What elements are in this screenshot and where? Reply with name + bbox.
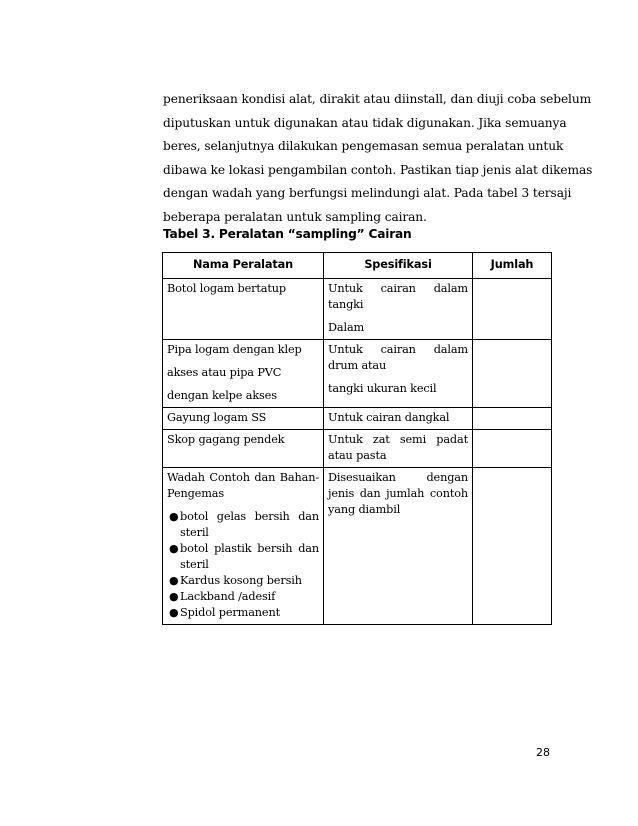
specification-cell: [324, 468, 473, 625]
table-row: [163, 279, 552, 340]
equipment-name: akses atau pipa PVC: [167, 366, 282, 379]
paragraph-line: dibawa ke lokasi pengambilan contoh. Pastikan tiap jenis alat dikemas: [163, 162, 593, 177]
paragraph-line: beres, selanjutnya dilakukan pengemasan semua peralatan untuk: [163, 139, 564, 153]
paragraph-line: dengan wadah yang berfungsi melindungi alat. Pada tabel 3 tersaji: [163, 186, 572, 200]
bullet-icon: ●: [169, 590, 179, 603]
table-row: [163, 430, 552, 468]
equipment-name: Pipa logam dengan klep: [167, 343, 302, 356]
specification-text: Dalam: [328, 321, 365, 334]
list-item: ● Spidol permanent: [169, 606, 280, 619]
equipment-name: Botol logam bertatup: [167, 282, 286, 295]
equipment-name: Skop gagang pendek: [167, 433, 285, 446]
specification-text: tangki ukuran kecil: [328, 382, 437, 395]
table-header-row: [163, 253, 552, 279]
body-paragraph: [163, 88, 593, 229]
specification-text: Untuk cairan dangkal: [328, 411, 450, 424]
page-number: 28: [536, 746, 550, 759]
specification-cell: [324, 279, 473, 340]
quantity-cell: [473, 408, 552, 430]
list-item: ● Kardus kosong bersih: [169, 574, 302, 587]
packaging-list: [167, 509, 319, 621]
column-header-name: Nama Peralatan: [163, 253, 324, 279]
table-row: [163, 468, 552, 625]
specification-text: Disesuaikan dengan jenis dan jumlah contoh yang diambil: [328, 471, 468, 516]
quantity-cell: [473, 430, 552, 468]
equipment-name: Gayung logam SS: [167, 411, 267, 424]
table-caption: Tabel 3. Peralatan “sampling” Cairan: [163, 227, 412, 241]
equipment-name-cell: [163, 430, 324, 468]
table-row: [163, 408, 552, 430]
equipment-name-cell: [163, 468, 324, 625]
specification-cell: [324, 340, 473, 408]
equipment-name-cell: [163, 408, 324, 430]
specification-text: Untuk cairan dalam drum atau: [328, 343, 468, 372]
paragraph-line: peneriksaan kondisi alat, dirakit atau diinstall, dan diuji coba sebelum: [163, 92, 592, 106]
column-header-qty: Jumlah: [473, 253, 552, 279]
bullet-icon: ●: [169, 574, 179, 587]
equipment-name-cell: [163, 279, 324, 340]
equipment-name-cell: [163, 340, 324, 408]
specification-cell: [324, 430, 473, 468]
specification-text: Untuk zat semi padat atau pasta: [328, 433, 468, 462]
equipment-name: Wadah Contoh dan Bahan-Pengemas: [167, 471, 319, 500]
specification-text: Untuk cairan dalam tangki: [328, 282, 468, 311]
bullet-icon: ●: [169, 542, 179, 555]
list-item: ● Lackband /adesif: [169, 590, 276, 603]
column-header-spec: Spesifikasi: [324, 253, 473, 279]
list-item: ● botol plastik bersih dan steril: [169, 542, 319, 571]
table-row: [163, 340, 552, 408]
quantity-cell: [473, 279, 552, 340]
equipment-table: [162, 252, 552, 625]
list-item: ● botol gelas bersih dan steril: [169, 510, 319, 539]
paragraph-line: beberapa peralatan untuk sampling cairan.: [163, 209, 427, 224]
paragraph-line: diputuskan untuk digunakan atau tidak digunakan. Jika semuanya: [163, 115, 567, 130]
specification-cell: [324, 408, 473, 430]
quantity-cell: [473, 468, 552, 625]
equipment-name: dengan kelpe akses: [167, 389, 277, 402]
bullet-icon: ●: [169, 510, 179, 523]
quantity-cell: [473, 340, 552, 408]
bullet-icon: ●: [169, 606, 179, 619]
